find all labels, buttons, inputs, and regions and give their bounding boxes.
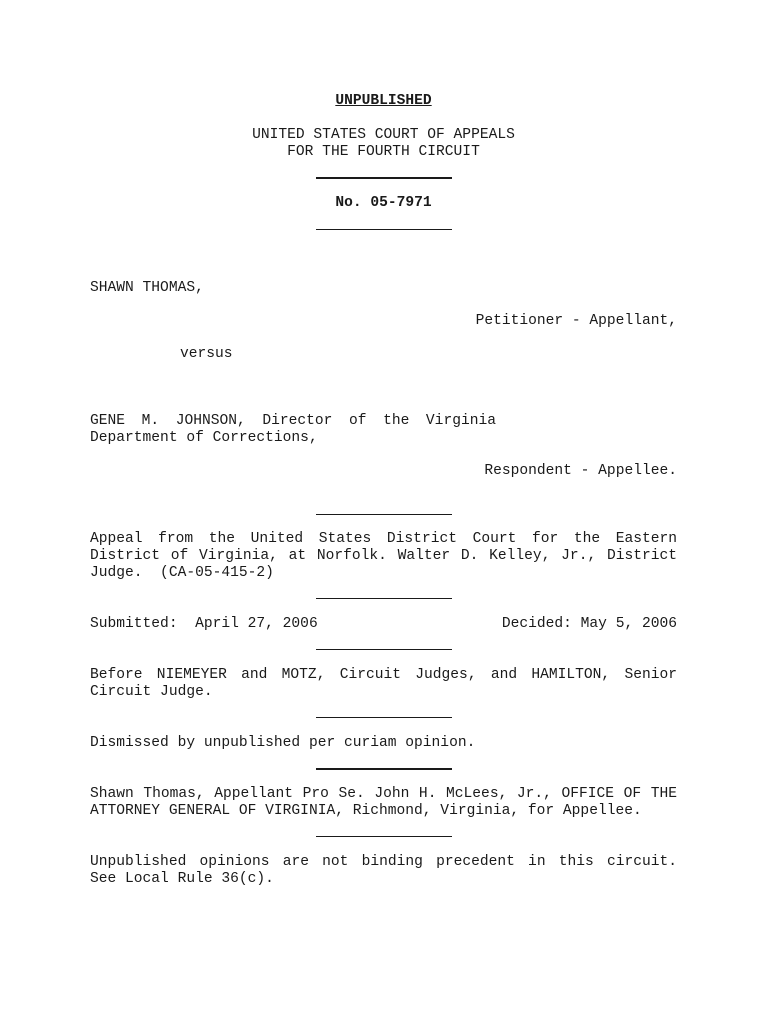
submitted-date: Submitted: April 27, 2006 bbox=[90, 616, 318, 632]
disposition: Dismissed by unpublished per curiam opinion. bbox=[90, 735, 476, 751]
rule-divider bbox=[316, 768, 452, 770]
case-number: No. 05-7971 bbox=[335, 195, 432, 211]
petitioner-role: Petitioner - Appellant, bbox=[475, 313, 677, 329]
respondent-line1-text: GENE M. JOHNSON, Director of the Virginia bbox=[90, 413, 496, 429]
decided-date: Decided: May 5, 2006 bbox=[501, 616, 677, 632]
unpublished-heading: UNPUBLISHED bbox=[335, 93, 432, 109]
appeal-line1: Appeal from the United States District Court for the Eastern bbox=[90, 531, 677, 547]
notice-line1: Unpublished opinions are not binding precedent in this circuit. bbox=[90, 854, 677, 870]
counsel-line1: Shawn Thomas, Appellant Pro Se. John H. McLees, Jr., OFFICE OF THE bbox=[90, 786, 677, 802]
rule-divider bbox=[316, 177, 452, 179]
court-name-line1: UNITED STATES COURT OF APPEALS bbox=[252, 127, 515, 143]
notice-line2: See Local Rule 36(c). bbox=[90, 871, 274, 887]
rule-divider bbox=[316, 514, 452, 515]
rule-divider bbox=[316, 649, 452, 650]
rule-divider bbox=[316, 836, 452, 837]
court-name-line2: FOR THE FOURTH CIRCUIT bbox=[287, 144, 480, 160]
appeal-line2: District of Virginia, at Norfolk. Walter D. Kelley, Jr., District bbox=[90, 548, 677, 564]
rule-divider bbox=[316, 229, 452, 230]
versus-label: versus bbox=[180, 346, 233, 362]
respondent-line2: Department of Corrections, bbox=[90, 430, 318, 446]
dates-row bbox=[90, 616, 677, 633]
appeal-line3: Judge. (CA-05-415-2) bbox=[90, 565, 274, 581]
rule-divider bbox=[316, 598, 452, 599]
respondent-line1 bbox=[90, 413, 677, 430]
respondent-role: Respondent - Appellee. bbox=[484, 463, 677, 479]
panel-line2: Circuit Judge. bbox=[90, 684, 213, 700]
rule-divider bbox=[316, 717, 452, 718]
panel-line1: Before NIEMEYER and MOTZ, Circuit Judges, and HAMILTON, Senior bbox=[90, 667, 677, 683]
counsel-line2: ATTORNEY GENERAL OF VIRGINIA, Richmond, Virginia, for Appellee. bbox=[90, 803, 642, 819]
petitioner-name: SHAWN THOMAS, bbox=[90, 280, 204, 296]
